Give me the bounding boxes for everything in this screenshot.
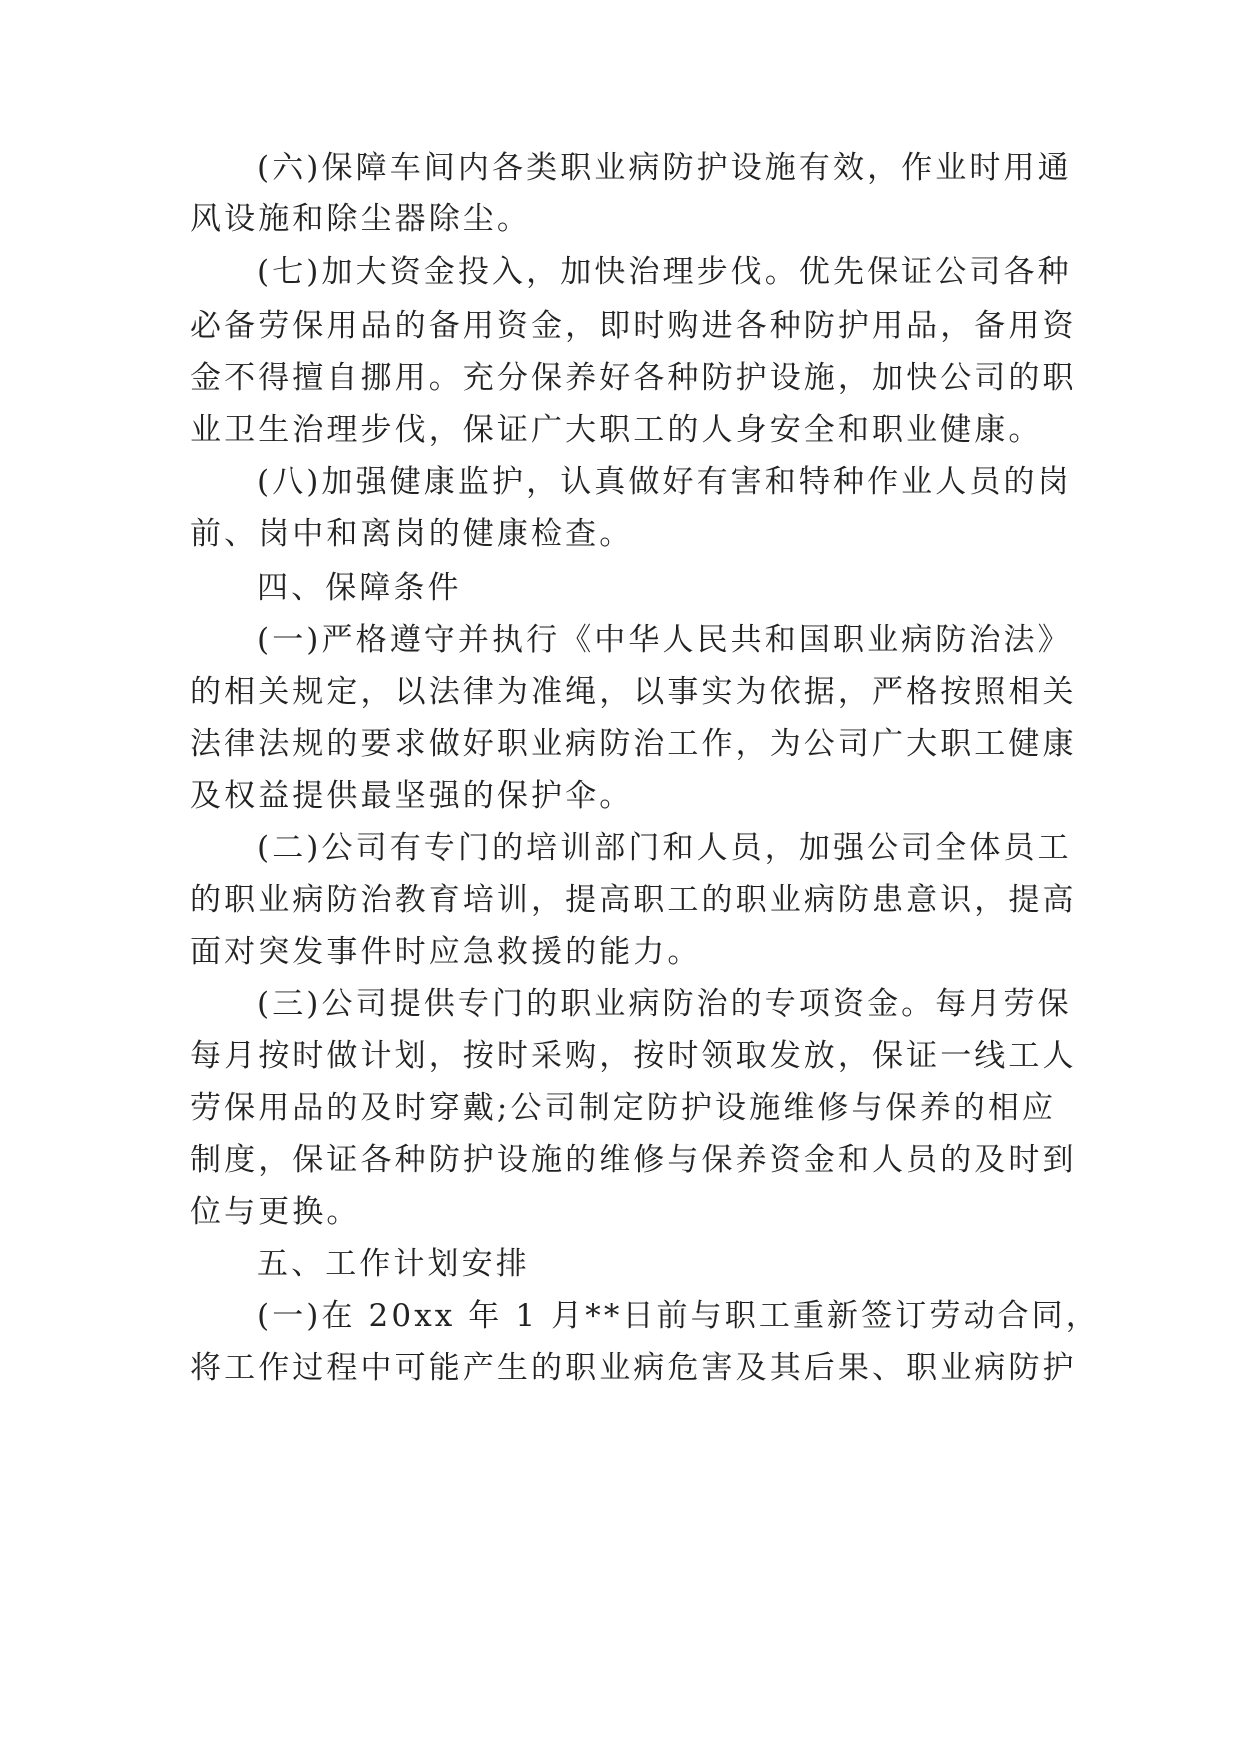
section-4-item-2-line-1: (二)公司有专门的培训部门和人员，加强公司全体员工 — [257, 830, 1072, 866]
paragraph-7-line-2: 必备劳保用品的备用资金，即时购进各种防护用品，备用资 — [190, 308, 1077, 344]
paragraph-7-line-4: 业卫生治理步伐，保证广大职工的人身安全和职业健康。 — [190, 412, 1043, 448]
paragraph-8-line-2: 前、岗中和离岗的健康检查。 — [190, 516, 634, 552]
section-heading-4: 四、保障条件 — [257, 570, 462, 606]
section-4-item-2-line-3: 面对突发事件时应急救援的能力。 — [190, 934, 702, 970]
section-4-item-1-line-1: (一)严格遵守并执行《中华人民共和国职业病防治法》 — [257, 622, 1072, 658]
section-4-item-1-line-2: 的相关规定，以法律为准绳，以事实为依据，严格按照相关 — [190, 674, 1077, 710]
section-4-item-1-line-4: 及权益提供最坚强的保护伞。 — [190, 778, 634, 814]
section-5-item-1-line-2: 将工作过程中可能产生的职业病危害及其后果、职业病防护 — [190, 1350, 1077, 1386]
section-4-item-3-line-2: 每月按时做计划，按时采购，按时领取发放，保证一线工人 — [190, 1038, 1077, 1074]
paragraph-7-line-3: 金不得擅自挪用。充分保养好各种防护设施，加快公司的职 — [190, 360, 1077, 396]
paragraph-6-line-2: 风设施和除尘器除尘。 — [190, 201, 531, 237]
section-heading-5: 五、工作计划安排 — [257, 1246, 530, 1282]
paragraph-7-line-1: (七)加大资金投入，加快治理步伐。优先保证公司各种 — [257, 254, 1072, 290]
section-4-item-3-line-4: 制度，保证各种防护设施的维修与保养资金和人员的及时到 — [190, 1142, 1077, 1178]
paragraph-6-line-1: (六)保障车间内各类职业病防护设施有效，作业时用通 — [257, 150, 1072, 186]
paragraph-8-line-1: (八)加强健康监护，认真做好有害和特种作业人员的岗 — [257, 464, 1072, 500]
section-4-item-3-line-3: 劳保用品的及时穿戴;公司制定防护设施维修与保养的相应 — [190, 1090, 1057, 1126]
section-4-item-2-line-2: 的职业病防治教育培训，提高职工的职业病防患意识，提高 — [190, 882, 1077, 918]
section-4-item-3-line-1: (三)公司提供专门的职业病防治的专项资金。每月劳保 — [257, 986, 1072, 1022]
section-4-item-1-line-3: 法律法规的要求做好职业病防治工作，为公司广大职工健康 — [190, 726, 1077, 762]
section-5-item-1-line-1: (一)在 20xx 年 1 月**日前与职工重新签订劳动合同， — [257, 1298, 1100, 1334]
section-4-item-3-line-5: 位与更换。 — [190, 1194, 361, 1230]
